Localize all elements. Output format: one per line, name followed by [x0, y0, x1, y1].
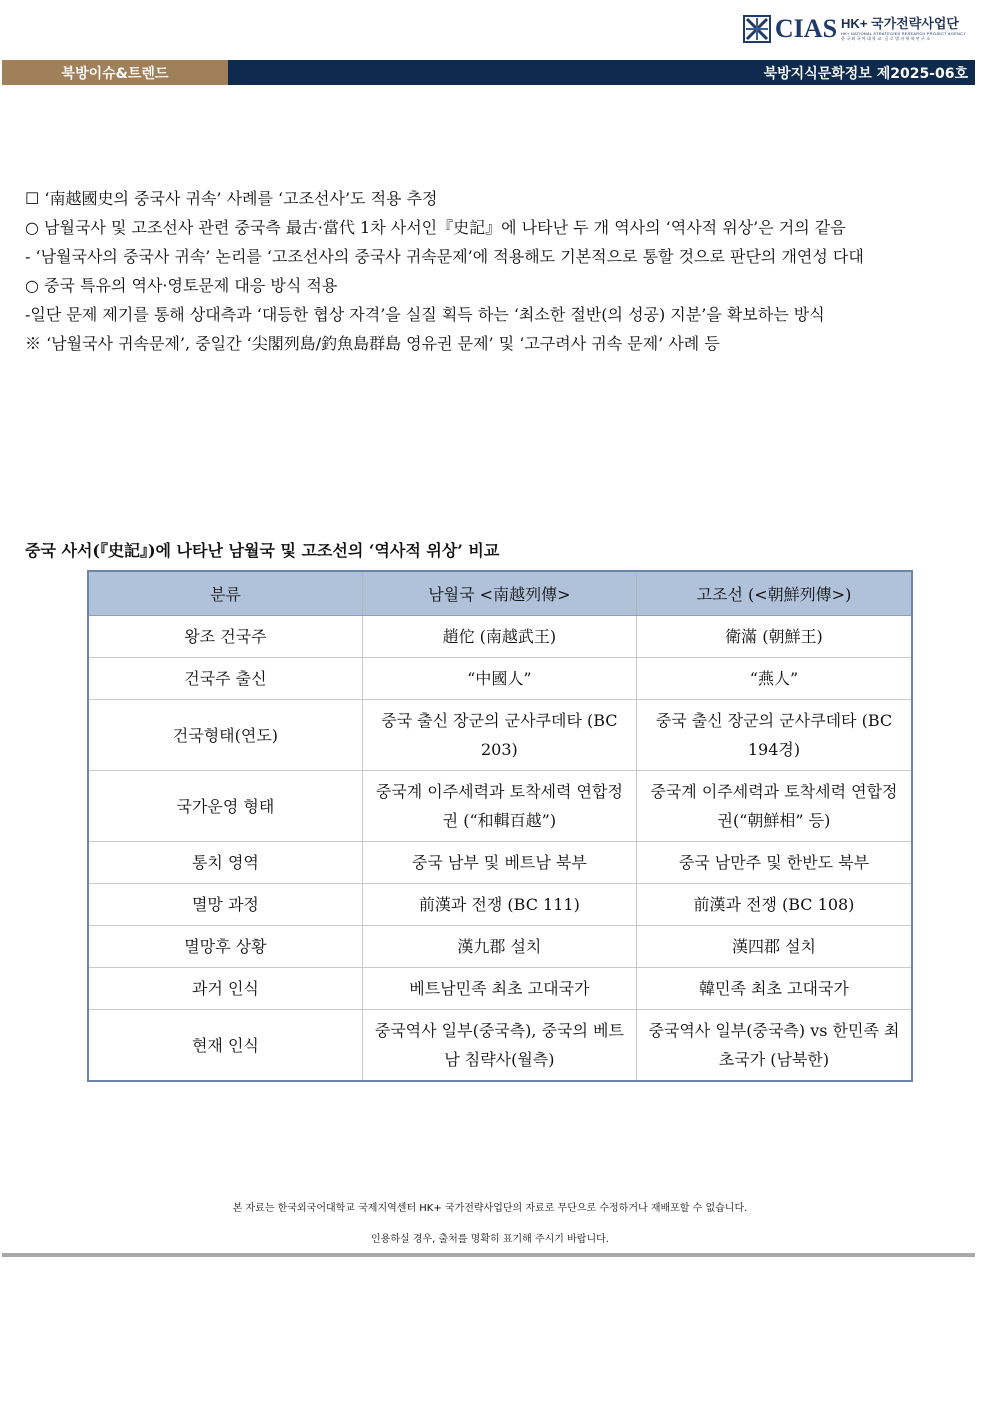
header-bar: [2, 60, 975, 85]
table-cell: 건국주 출신: [88, 658, 362, 700]
comparison-table: [87, 570, 913, 1082]
table-row: [88, 842, 912, 884]
table-cell: 衛滿 (朝鮮王): [636, 616, 912, 658]
table-row: [88, 700, 912, 771]
logo-brand-text: CIAS: [774, 14, 838, 43]
table-cell: 漢九郡 설치: [362, 926, 636, 968]
table-cell: 韓민족 최초 고대국가: [636, 968, 912, 1010]
table-cell: 漢四郡 설치: [636, 926, 912, 968]
table-row: [88, 884, 912, 926]
paragraph: -일단 문제 제기를 통해 상대측과 ‘대등한 협상 자격’을 실질 획득 하는 ‘최소한 절반(의 성공) 지분’을 확보하는 방식: [25, 305, 825, 324]
paragraph: - ‘남월국사의 중국사 귀속’ 논리를 ‘고조선사의 중국사 귀속문제’에 적용해도 기본적으로 통할 것으로 판단의 개연성 다대: [25, 247, 864, 266]
table-cell: 중국계 이주세력과 토착세력 연합정권 (“和輯百越”): [362, 771, 636, 842]
paragraph: ○ 남월국사 및 고조선사 관련 중국측 最古·當代 1차 사서인『史記』에 나타난 두 개 역사의 ‘역사적 위상’은 거의 같음: [25, 218, 846, 237]
table-cell: 통치 영역: [88, 842, 362, 884]
cias-emblem-icon: [743, 15, 771, 43]
table-row: [88, 771, 912, 842]
table-cell: 멸망 과정: [88, 884, 362, 926]
logo-title: HK+ 국가전략사업단: [841, 16, 959, 31]
paragraph: ※ ‘남월국사 귀속문제’, 중일간 ‘尖閣列島/釣魚島群島 영유권 문제’ 및 ‘고구려사 귀속 문제’ 사례 등: [25, 334, 720, 353]
table-cell: 베트남민족 최초 고대국가: [362, 968, 636, 1010]
table-cell: 멸망후 상황: [88, 926, 362, 968]
table-cell: 현재 인식: [88, 1010, 362, 1082]
table-cell: 前漢과 전쟁 (BC 111): [362, 884, 636, 926]
table-cell: 중국역사 일부(중국측) vs 한민족 최초국가 (남북한): [636, 1010, 912, 1082]
table-header-category: 분류: [88, 571, 362, 616]
table-cell: 국가운영 형태: [88, 771, 362, 842]
table-row: [88, 968, 912, 1010]
paragraph: ☐ ‘南越國史의 중국사 귀속’ 사례를 ‘고조선사’도 적용 추정: [25, 189, 438, 208]
table-row: [88, 926, 912, 968]
logo-subtitle-ko: 한국외국어대학교 글로벌지역학연구소: [841, 36, 932, 41]
copyright-notice: 본 자료는 한국외국어대학교 국제지역센터 HK+ 국가전략사업단의 자료로 무단으로 수정하거나 재배포할 수 없습니다.: [232, 1203, 748, 1214]
table-cell: 중국계 이주세력과 토착세력 연합정권(“朝鮮相” 등): [636, 771, 912, 842]
table-cell: 왕조 건국주: [88, 616, 362, 658]
footer-divider: [2, 1253, 975, 1257]
citation-notice: 인용하실 경우, 출처를 명확히 표기해 주시기 바랍니다.: [371, 1234, 609, 1245]
cias-logo: [743, 14, 966, 44]
table-cell: 중국역사 일부(중국측), 중국의 베트남 침략사(월측): [362, 1010, 636, 1082]
table-cell: 과거 인식: [88, 968, 362, 1010]
table-header-namwol: 남월국 <南越列傳>: [362, 571, 636, 616]
body-text: [25, 184, 967, 358]
table-row: [88, 1010, 912, 1082]
table-cell: “燕人”: [636, 658, 912, 700]
paragraph: ○ 중국 특유의 역사·영토문제 대응 방식 적용: [25, 276, 338, 295]
table-cell: 趙佗 (南越武王): [362, 616, 636, 658]
table-cell: 중국 남부 및 베트남 북부: [362, 842, 636, 884]
table-row: [88, 616, 912, 658]
issue-number: 북방지식문화정보 제2025-06호: [228, 60, 975, 85]
table-cell: 중국 남만주 및 한반도 북부: [636, 842, 912, 884]
table-cell: “中國人”: [362, 658, 636, 700]
table-cell: 건국형태(연도): [88, 700, 362, 771]
logo-subtitle-en: HK+ NATIONAL STRATEGIES RESEARCH PROJECT AGENCY: [841, 31, 966, 36]
table-cell: 前漢과 전쟁 (BC 108): [636, 884, 912, 926]
table-cell: 중국 출신 장군의 군사쿠데타 (BC 203): [362, 700, 636, 771]
table-title: 중국 사서(『史記』)에 나타난 남월국 및 고조선의 ‘역사적 위상’ 비교: [25, 541, 500, 560]
table-header-gojoseon: 고조선 (<朝鮮列傳>): [636, 571, 912, 616]
section-label: 북방이슈&트렌드: [2, 60, 228, 85]
table-row: [88, 658, 912, 700]
table-cell: 중국 출신 장군의 군사쿠데타 (BC 194경): [636, 700, 912, 771]
